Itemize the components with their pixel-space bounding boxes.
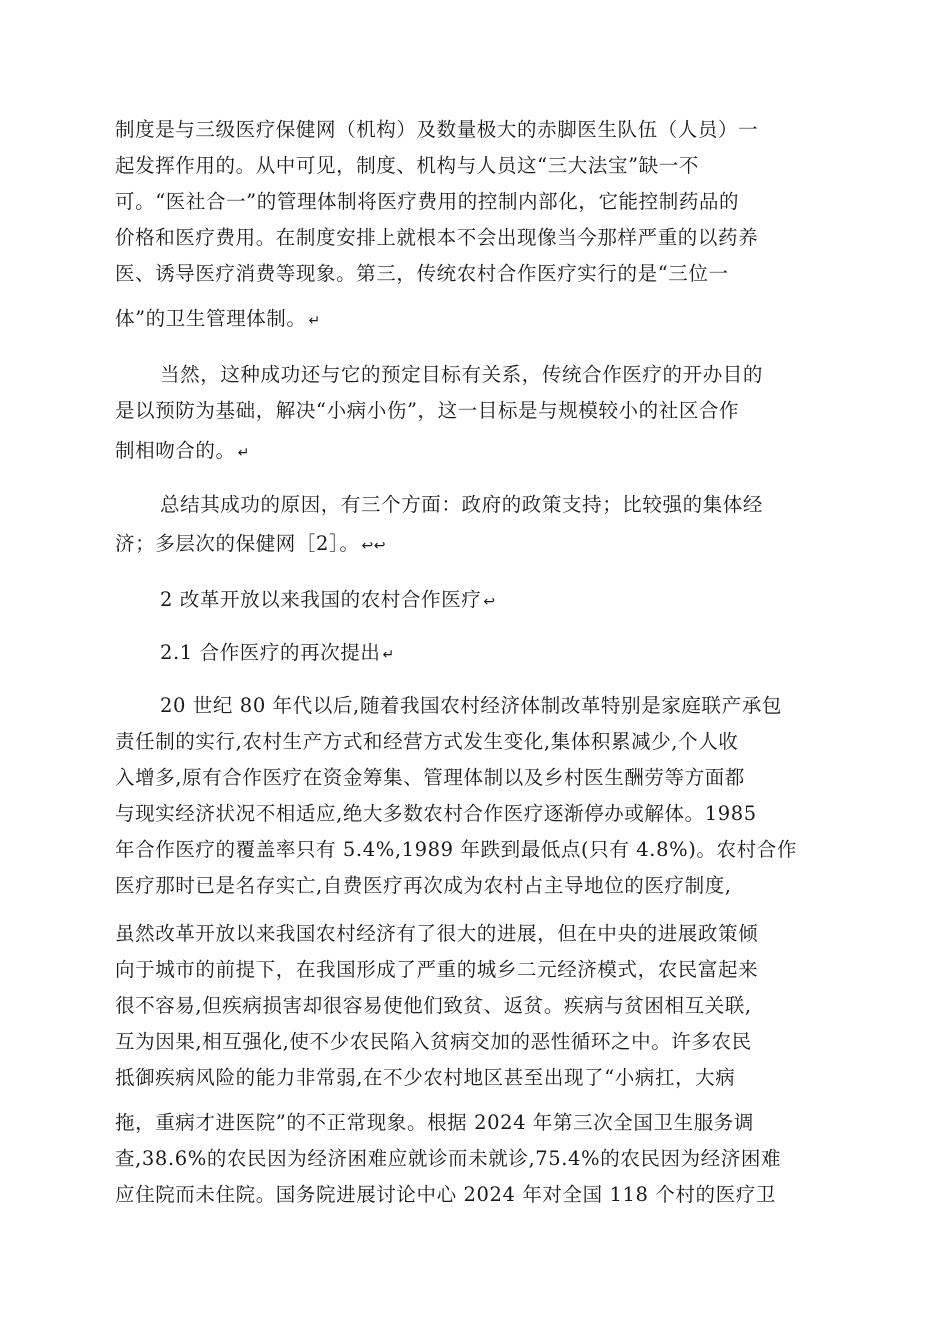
- text-line: 应住院而未住院。国务院进展讨论中心 2024 年对全国 118 个村的医疗卫: [115, 1183, 776, 1206]
- subsection-heading: [160, 640, 395, 668]
- line-text: 制相吻合的。: [115, 439, 236, 462]
- text-line: 年合作医疗的覆盖率只有 5.4%,1989 年跌到最低点(只有 4.8%)。农村合作: [115, 838, 797, 861]
- paragraph-mark-icon: ↩↩: [361, 538, 387, 554]
- text-line: 入增多,原有合作医疗在资金筹集、管理体制以及乡村医生酬劳等方面都: [115, 766, 745, 789]
- text-line: 起发挥作用的。从中可见，制度、机构与人员这“三大法宝”缺一不: [115, 154, 699, 177]
- paragraph-mark-icon: ↵: [308, 313, 321, 329]
- line-text: 体”的卫生管理体制。: [115, 307, 307, 330]
- text-line: 当然，这种成功还与它的预定目标有关系，传统合作医疗的开办目的: [160, 363, 764, 386]
- text-line: 查,38.6%的农民因为经济困难应就诊而未就诊,75.4%的农民因为经济困难: [115, 1147, 782, 1170]
- text-line: 与现实经济状况不相适应,绝大多数农村合作医疗逐渐停办或解体。1985: [115, 802, 757, 825]
- text-line-last: [115, 531, 386, 559]
- paragraph-mark-icon: ↵: [382, 647, 395, 663]
- text-line: 医疗那时已是名存实亡,自费医疗再次成为农村占主导地位的医疗制度,: [115, 874, 732, 897]
- text-line: 20 世纪 80 年代以后,随着我国农村经济体制改革特别是家庭联产承包: [160, 694, 782, 717]
- text-line: 制度是与三级医疗保健网（机构）及数量极大的赤脚医生队伍（人员）一: [115, 118, 759, 141]
- paragraph-mark-icon: ↩: [483, 594, 496, 610]
- text-line: 向于城市的前提下，在我国形成了严重的城乡二元经济模式，农民富起来: [115, 958, 759, 981]
- section-heading: [160, 587, 496, 615]
- text-line: 是以预防为基础，解决“小病小伤”，这一目标是与规模较小的社区合作: [115, 399, 740, 422]
- text-line: 互为因果,相互强化,使不少农民陷入贫病交加的恶性循环之中。许多农民: [115, 1030, 752, 1053]
- text-line: 抵御疾病风险的能力非常弱,在不少农村地区甚至出现了“小病扛，大病: [115, 1066, 736, 1089]
- text-line: 很不容易,但疾病损害却很容易使他们致贫、返贫。疾病与贫困相互关联,: [115, 994, 752, 1017]
- text-line-last: [115, 306, 321, 334]
- text-line: 虽然改革开放以来我国农村经济有了很大的进展，但在中央的进展政策倾: [115, 922, 759, 945]
- text-line: 医、诱导医疗消费等现象。第三，传统农村合作医疗实行的是“三位一: [115, 262, 729, 285]
- paragraph-mark-icon: ↵: [237, 445, 250, 461]
- line-text: 济；多层次的保健网［2］。: [115, 532, 360, 555]
- text-line: 价格和医疗费用。在制度安排上就根本不会出现像当今那样严重的以药养: [115, 226, 759, 249]
- text-line-last: [115, 438, 250, 466]
- text-line: 总结其成功的原因，有三个方面：政府的政策支持；比较强的集体经: [160, 493, 764, 516]
- text-line: 拖，重病才进医院”的不正常现象。根据 2024 年第三次全国卫生服务调: [115, 1111, 754, 1134]
- text-line: 责任制的实行,农村生产方式和经营方式发生变化,集体积累减少,个人收: [115, 730, 739, 753]
- heading-text: 2.1 合作医疗的再次提出: [160, 641, 381, 664]
- heading-text: 2 改革开放以来我国的农村合作医疗: [160, 588, 482, 611]
- text-line: 可。“医社合一”的管理体制将医疗费用的控制内部化，它能控制药品的: [115, 190, 740, 213]
